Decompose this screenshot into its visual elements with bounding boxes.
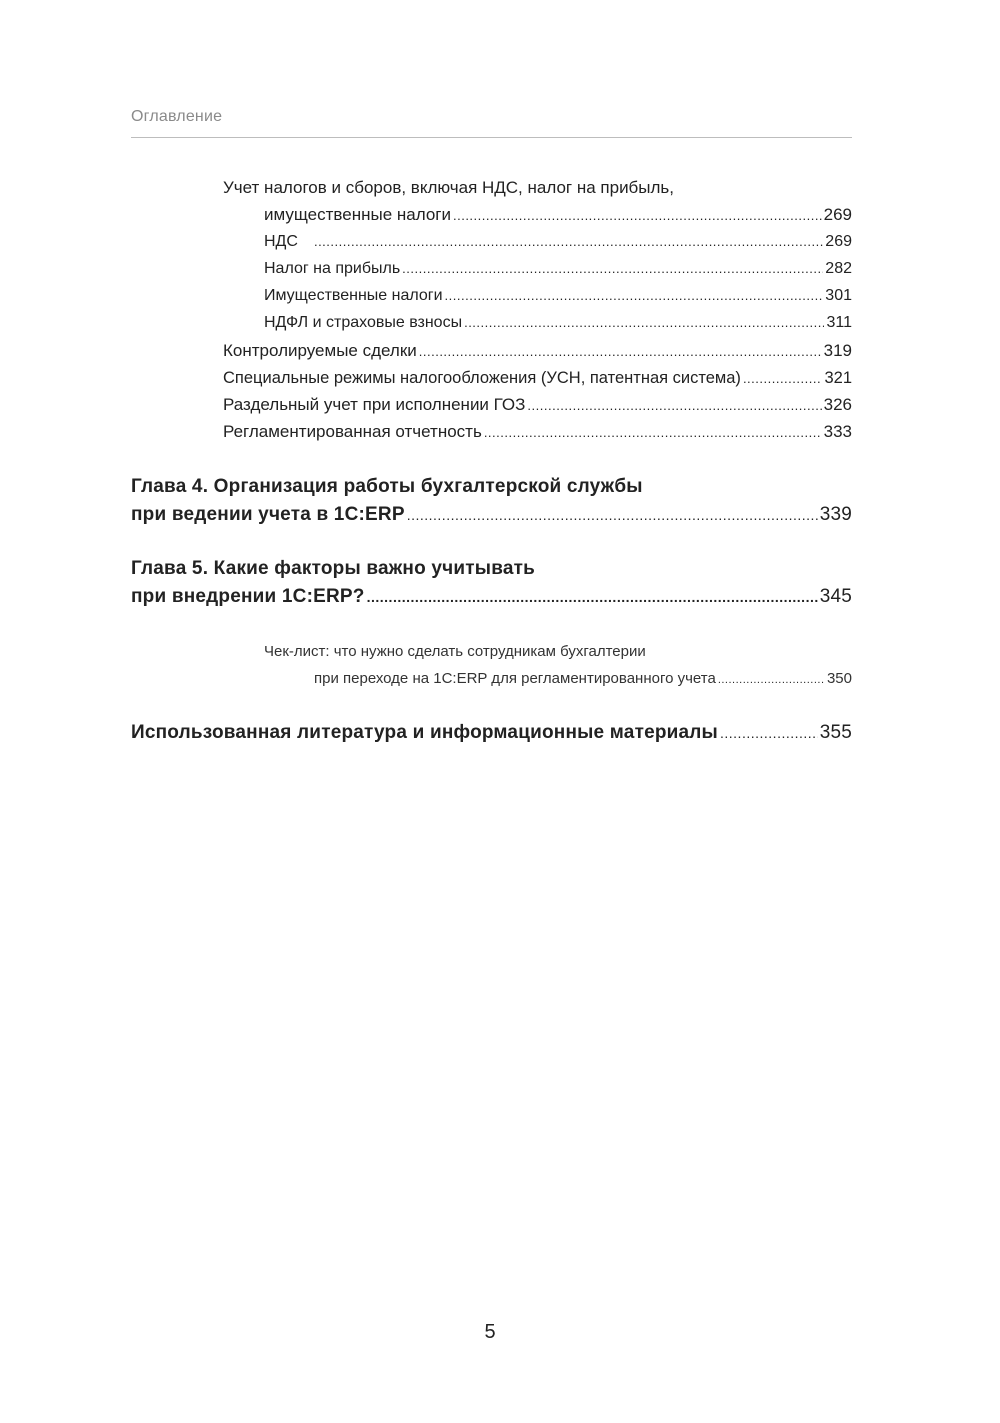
toc-entry-page: 301 (825, 287, 852, 304)
toc-entry-text: Раздельный учет при исполнении ГОЗ (223, 395, 526, 414)
toc-entry[interactable] (264, 257, 852, 281)
toc-entry-text: Имущественные налоги (264, 287, 443, 304)
dot-leader (367, 584, 818, 610)
dot-leader (718, 668, 825, 692)
page-number: 5 (484, 1321, 496, 1343)
toc-entry-text: Налог на прибыль (264, 260, 401, 277)
dot-leader (464, 311, 824, 335)
toc-entry-text: Специальные режимы налогообложения (УСН, патентная система) (223, 369, 741, 387)
toc-entry-page: 269 (823, 205, 852, 224)
toc-chapter-title: при ведении учета в 1С:ERP (131, 504, 405, 525)
toc-entry[interactable] (223, 393, 852, 418)
toc-chapter-title: при внедрении 1С:ERP? (131, 586, 365, 607)
dot-leader (445, 284, 824, 308)
toc-entry-page: 321 (824, 369, 852, 387)
toc-entry-text: Чек-лист: что нужно сделать сотрудникам бухгалтерии (264, 643, 646, 660)
toc-entry-page: 326 (823, 395, 852, 414)
toc-entry[interactable] (264, 230, 852, 254)
toc-chapter-title: Использованная литература и информационные материалы (131, 722, 718, 743)
toc-chapter-page: 355 (819, 722, 852, 743)
toc-entry-page: 350 (826, 670, 852, 687)
toc-entry[interactable] (223, 420, 852, 445)
toc-entry-page: 282 (825, 260, 852, 277)
toc-entry-text: имущественные налоги (264, 205, 451, 224)
toc-entry[interactable] (264, 284, 852, 308)
page-header (131, 107, 852, 138)
dot-leader (743, 367, 823, 391)
dot-leader (453, 204, 822, 228)
toc-entry[interactable] (223, 366, 852, 391)
dot-leader (407, 502, 818, 528)
dot-leader (419, 340, 822, 364)
dot-leader (402, 257, 823, 281)
dot-leader (314, 230, 823, 254)
dot-leader (527, 394, 821, 418)
toc-entry-text: Учет налогов и сборов, включая НДС, налог на прибыль, (223, 178, 675, 197)
toc-entry[interactable] (223, 339, 852, 364)
toc-chapter-page: 339 (819, 504, 852, 525)
toc-chapter-5-heading (131, 556, 535, 582)
toc-entry-text: Контролируемые сделки (223, 341, 417, 360)
running-header-title: Оглавление (131, 108, 223, 125)
toc-entry-text: Регламентированная отчетность (223, 422, 482, 441)
toc-chapter-title: Глава 5. Какие факторы важно учитывать (131, 558, 535, 579)
toc-chapter-title: Глава 4. Организация работы бухгалтерской службы (131, 476, 643, 497)
toc-entry-taxes-heading (223, 176, 674, 200)
toc-chapter-page: 345 (819, 586, 852, 607)
toc-checklist-heading (264, 640, 646, 664)
toc-entry[interactable] (264, 203, 852, 228)
toc-chapter-4-heading (131, 474, 643, 500)
toc-literature[interactable] (131, 720, 852, 746)
toc-entry-text: при переходе на 1С:ERP для регламентированного учета (314, 670, 716, 687)
toc-entry-page: 319 (823, 341, 852, 360)
toc-entry-page: 269 (825, 233, 852, 250)
dot-leader (484, 421, 822, 445)
toc-entry-page: 333 (823, 422, 852, 441)
toc-entry[interactable] (264, 311, 852, 335)
toc-entry-text: НДФЛ и страховые взносы (264, 314, 463, 331)
toc-entry-page: 311 (826, 314, 852, 331)
toc-checklist[interactable] (314, 667, 852, 692)
toc-entry-text: НДС (264, 233, 298, 250)
dot-leader (720, 720, 818, 746)
toc-chapter-4[interactable] (131, 502, 852, 528)
toc-chapter-5[interactable] (131, 584, 852, 610)
